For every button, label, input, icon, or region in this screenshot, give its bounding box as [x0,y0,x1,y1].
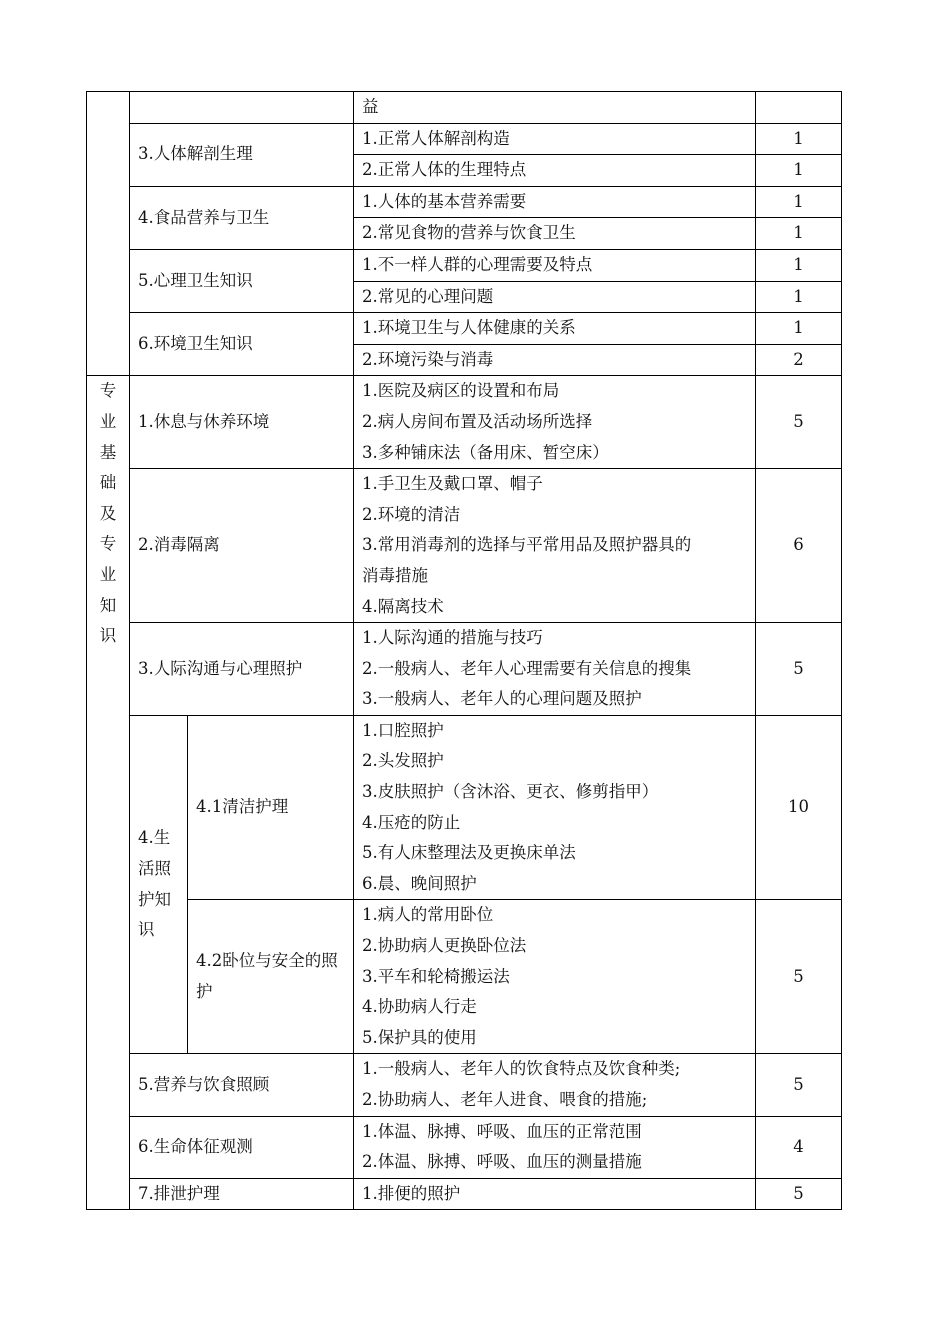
content-line: 3.常用消毒剂的选择与平常用品及照护器具的 [362,535,692,555]
content-line: 6.晨、晚间照护 [362,873,477,893]
subject-label: 4.生活照护知识 [138,828,171,940]
content-line: 1.环境卫生与人体健康的关系 [362,318,576,338]
subsubject-cell: 4.2卧位与安全的照护 [188,900,354,1054]
table-row [87,469,842,623]
content-cell [354,715,756,900]
hours-cell: 1 [756,313,842,345]
content-cell [354,1054,756,1116]
subject-cell-life-care [130,715,188,1054]
content-cell [354,92,756,124]
subject-cell: 6.生命体征观测 [130,1116,354,1178]
subject-cell: 7.排泄护理 [130,1178,354,1210]
content-line: 4.协助病人行走 [362,997,477,1017]
content-line: 1.病人的常用卧位 [362,905,494,925]
content-line: 2.协助病人、老年人进食、喂食的措施; [362,1090,648,1109]
content-cell [354,469,756,623]
subject-cell: 4.食品营养与卫生 [130,186,354,249]
content-line: 2.常见的心理问题 [362,286,494,306]
subject-cell: 3.人际沟通与心理照护 [130,623,354,716]
hours-cell: 10 [756,715,842,900]
content-line: 4.压疮的防止 [362,812,461,832]
hours-cell: 2 [756,344,842,376]
content-cell [354,155,756,187]
subsubject-cell: 4.1清洁护理 [188,715,354,900]
content-line: 1.正常人体解剖构造 [362,128,510,148]
content-line: 1.人际沟通的措施与技巧 [362,628,543,648]
category-cell-previous [87,92,130,376]
subject-cell [130,92,354,124]
content-line: 5.有人床整理法及更换床单法 [362,843,576,863]
hours-cell: 5 [756,1178,842,1210]
table-row [87,376,842,469]
hours-cell: 5 [756,623,842,716]
content-line: 2.体温、脉搏、呼吸、血压的测量措施 [362,1152,642,1172]
table-row [87,1116,842,1178]
table-row [87,92,842,124]
content-cell [354,344,756,376]
hours-cell: 5 [756,1054,842,1116]
content-cell [354,1178,756,1210]
content-line: 2.协助病人更换卧位法 [362,936,527,956]
content-line: 3.一般病人、老年人的心理问题及照护 [362,689,642,709]
content-line: 2.头发照护 [362,751,444,771]
hours-cell: 1 [756,218,842,250]
hours-cell: 5 [756,900,842,1054]
content-cell [354,218,756,250]
category-label: 专业基础及专业知识 [99,381,117,646]
content-cell [354,123,756,155]
content-line: 2.一般病人、老年人心理需要有关信息的搜集 [362,658,692,678]
subject-cell: 6.环境卫生知识 [130,313,354,376]
category-cell-professional [87,376,130,1210]
content-line: 2.环境污染与消毒 [362,349,494,369]
subject-cell: 5.营养与饮食照顾 [130,1054,354,1116]
subject-cell: 3.人体解剖生理 [130,123,354,186]
content-line: 2.病人房间布置及活动场所选择 [362,411,593,431]
hours-cell: 5 [756,376,842,469]
content-line: 2.环境的清洁 [362,504,461,524]
content-cell [354,281,756,313]
content-cell [354,623,756,716]
hours-cell: 6 [756,469,842,623]
content-cell [354,249,756,281]
table-row [87,313,842,345]
subject-cell: 5.心理卫生知识 [130,249,354,312]
subject-cell: 2.消毒隔离 [130,469,354,623]
table-row [87,249,842,281]
hours-cell: 4 [756,1116,842,1178]
table-row [87,715,842,900]
content-line: 5.保护具的使用 [362,1027,477,1047]
content-line: 3.皮肤照护（含沐浴、更衣、修剪指甲） [362,782,659,802]
subject-cell: 1.休息与休养环境 [130,376,354,469]
content-line: 2.正常人体的生理特点 [362,160,527,180]
content-cell [354,313,756,345]
content-cell [354,376,756,469]
table-row [87,1178,842,1210]
content-line: 1.体温、脉搏、呼吸、血压的正常范围 [362,1121,642,1141]
table-row [87,900,842,1054]
table-row [87,186,842,218]
content-line: 3.平车和轮椅搬运法 [362,966,510,986]
content-line: 3.多种铺床法（备用床、暂空床） [362,442,609,462]
content-line: 益 [362,97,379,116]
content-cell [354,1116,756,1178]
hours-cell [756,92,842,124]
table-row [87,623,842,716]
content-line: 1.排便的照护 [362,1183,461,1203]
content-line: 1.人体的基本营养需要 [362,191,527,211]
content-line: 1.医院及病区的设置和布局 [362,381,560,401]
content-line: 4.隔离技术 [362,596,444,616]
table-row [87,1054,842,1116]
hours-cell: 1 [756,281,842,313]
syllabus-table [86,91,842,1210]
content-line: 1.一般病人、老年人的饮食特点及饮食种类; [362,1059,681,1079]
content-cell [354,186,756,218]
content-line: 2.常见食物的营养与饮食卫生 [362,223,576,243]
table-row [87,123,842,155]
content-line: 1.口腔照护 [362,720,444,740]
hours-cell: 1 [756,249,842,281]
hours-cell: 1 [756,155,842,187]
content-line: 消毒措施 [362,565,428,585]
content-line: 1.手卫生及戴口罩、帽子 [362,474,543,494]
content-line: 1.不一样人群的心理需要及特点 [362,254,593,274]
hours-cell: 1 [756,186,842,218]
hours-cell: 1 [756,123,842,155]
content-cell [354,900,756,1054]
